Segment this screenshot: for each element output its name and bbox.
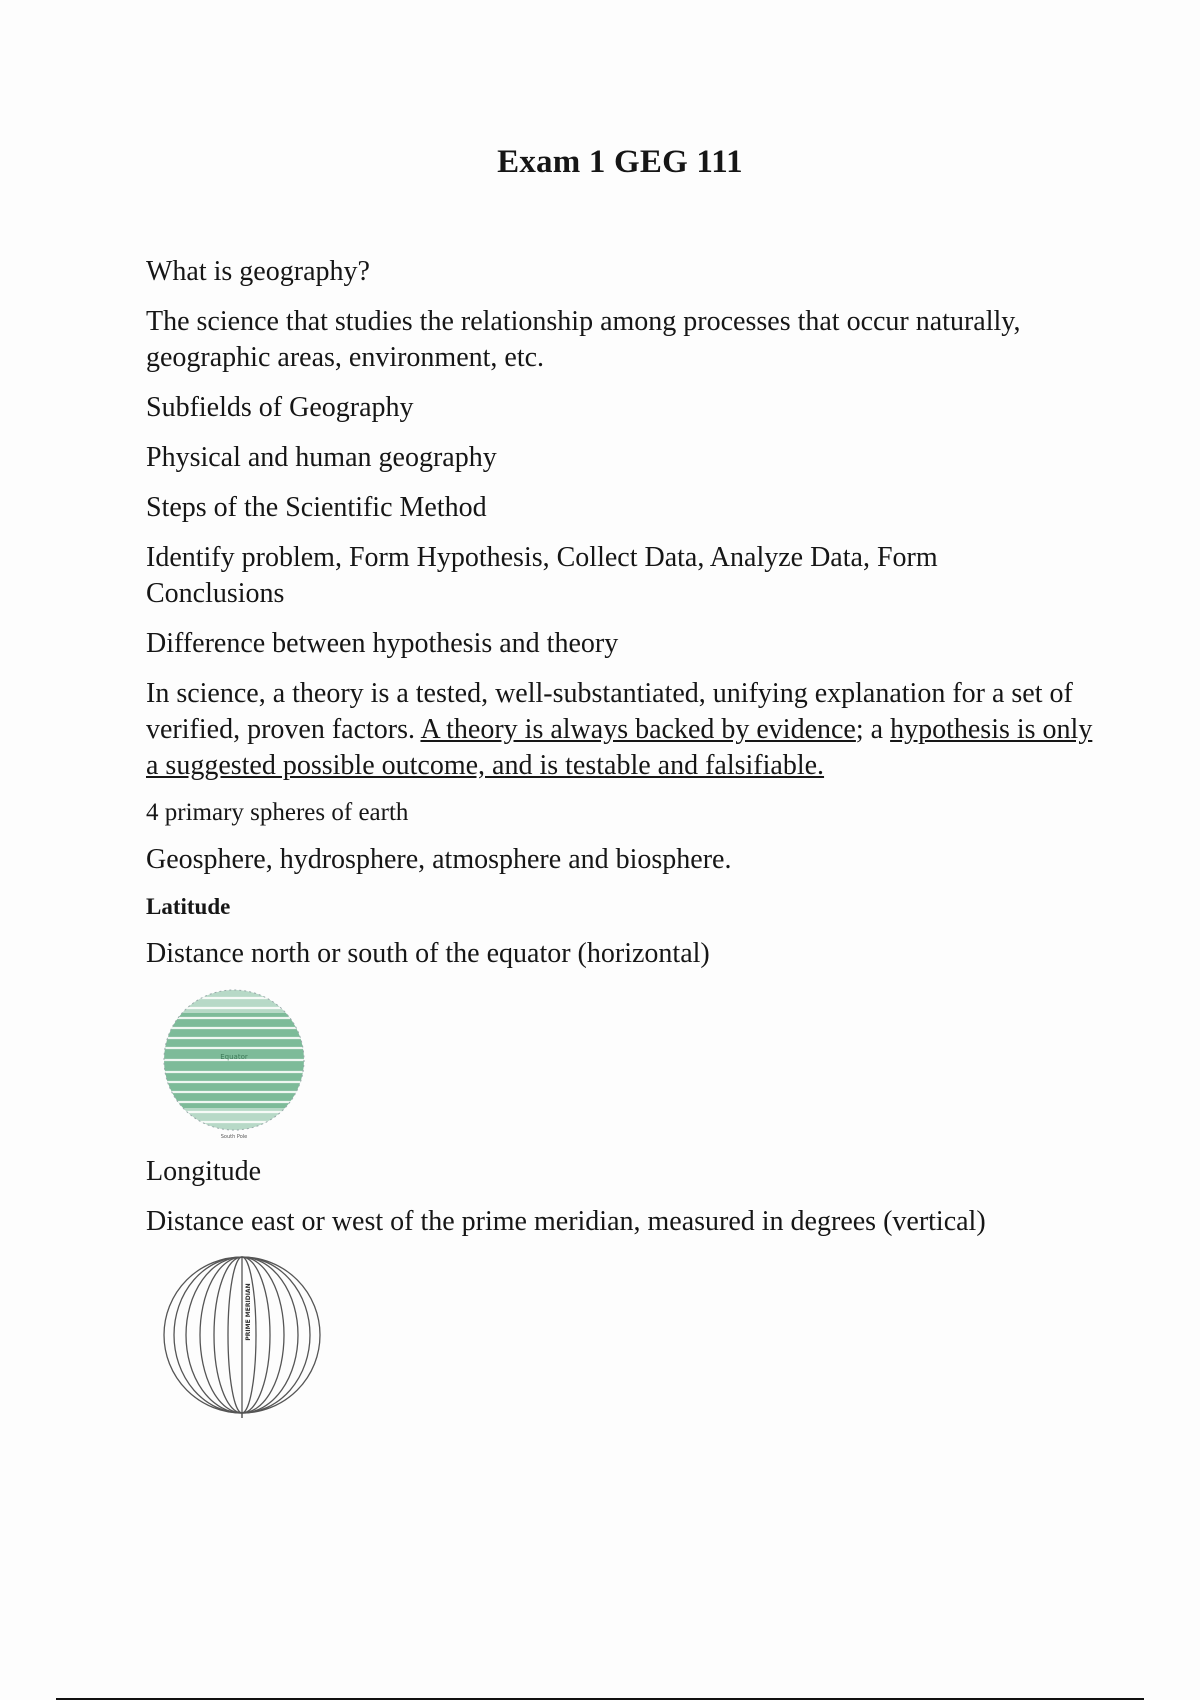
longitude-globe-image [154,1252,330,1418]
question: 4 primary spheres of earth [146,799,409,826]
underlined-text: A theory is always backed by evidence [420,714,856,745]
latitude-globe-image [154,980,314,1140]
equator-label: Equator [220,1053,248,1061]
question: Subfields of Geography [146,392,414,423]
answer: The science that studies the relationship among processes that occur naturally, geographic areas, environment, etc. [146,306,1021,373]
question: What is geography? [146,256,370,287]
south-pole-label: South Pole [220,1134,248,1140]
page-title: Exam 1 GEG 111 [497,144,743,180]
prime-meridian-label: PRIME MERIDIAN [245,1283,252,1341]
answer: Identify problem, Form Hypothesis, Collect Data, Analyze Data, Form Conclusions [146,542,938,609]
answer: Geosphere, hydrosphere, atmosphere and biosphere. [146,844,732,875]
question: Longitude [146,1156,262,1187]
answer: Distance north or south of the equator (horizontal) [146,938,710,969]
answer: Physical and human geography [146,442,497,473]
document-body [146,254,1106,1418]
answer-text: ; a [855,714,891,745]
answer: Distance east or west of the prime meridian, measured in degrees (vertical) [146,1206,986,1237]
question: Steps of the Scientific Method [146,492,487,523]
question: Latitude [146,894,231,919]
underlined-text: hypothesis is only a suggested possible outcome, and is testable and falsifiable. [146,714,1093,781]
answer-text: In science, a theory is a tested, well-substantiated, unifying explanation for a set of verified, proven factors. [146,678,1073,745]
question: Difference between hypothesis and theory [146,628,619,659]
answer [146,676,1106,784]
